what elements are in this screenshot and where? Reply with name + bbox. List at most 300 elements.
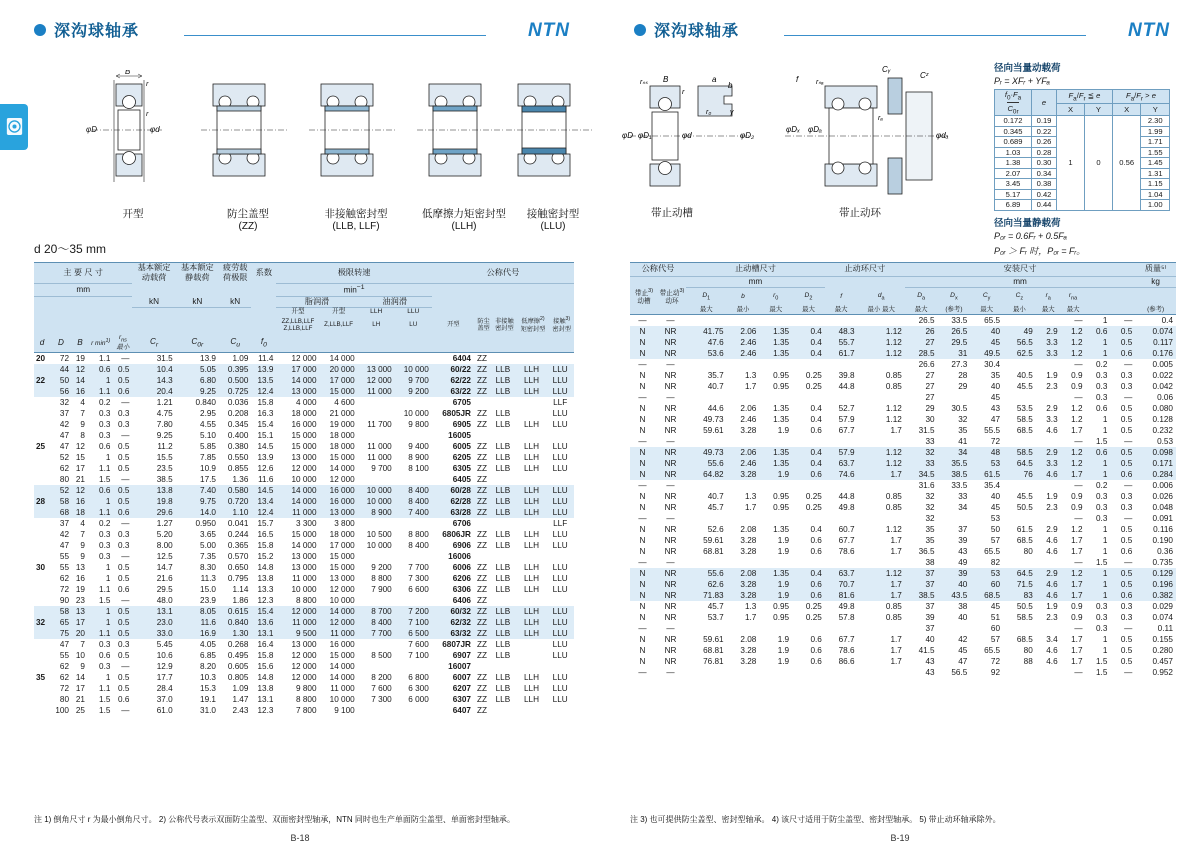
table-cell: — <box>1074 480 1083 490</box>
table-cell <box>858 315 905 327</box>
table-cell <box>727 513 760 524</box>
table-cell <box>358 353 395 365</box>
table-cell: 32 <box>925 447 935 457</box>
table-cell: 0.5 <box>118 485 130 495</box>
table-cell: LLU <box>552 452 568 462</box>
table-cell: 62/28 <box>450 496 471 506</box>
table-cell: NR <box>664 469 677 479</box>
table-cell <box>34 364 50 375</box>
table-cell <box>792 557 825 568</box>
table-cell: 1.7 <box>1071 645 1083 655</box>
table-cell: 11 000 <box>292 617 317 627</box>
table-cell: 0.5 <box>1120 568 1133 578</box>
table-cell: 37 <box>925 601 935 611</box>
bullet-icon <box>634 24 646 36</box>
table-cell: 34 <box>958 447 968 457</box>
table-cell: ZZ <box>477 474 488 484</box>
table-cell: 15.7 <box>257 518 274 528</box>
table-cell: 16.9 <box>200 628 216 638</box>
table-cell: NR <box>664 425 677 435</box>
table-cell: 9 400 <box>408 441 429 451</box>
table-cell: ZZ <box>477 386 488 396</box>
table-cell: 48 <box>990 447 1001 457</box>
table-cell: 0.11 <box>1157 623 1173 633</box>
table-cell: 10 000 <box>291 474 317 484</box>
table-cell: 0.85 <box>885 612 902 622</box>
table-cell: LLU <box>552 485 568 495</box>
table-cell: LLB <box>495 650 511 660</box>
table-cell <box>825 480 858 491</box>
table-cell: 52.7 <box>838 403 855 413</box>
table-cell <box>1036 480 1061 491</box>
table-cell <box>517 595 550 606</box>
table-cell: — <box>638 315 647 325</box>
size-range-heading <box>34 240 106 257</box>
table-cell: 1 <box>1102 645 1108 655</box>
table-cell: — <box>1124 557 1133 567</box>
table-cell: 0.95 <box>773 370 790 380</box>
table-cell: 0.6 <box>810 590 822 600</box>
size-range-text: d 20～35 mm <box>34 242 107 256</box>
table-cell: 0.036 <box>227 397 249 407</box>
table-cell: 41 <box>958 436 968 446</box>
table-cell: 23 <box>75 595 85 605</box>
table-cell: LLB <box>495 584 511 594</box>
table-cell: 0.3 <box>118 639 130 649</box>
table-cell: LLB <box>495 694 511 704</box>
table-cell: 61.5 <box>984 469 1001 479</box>
factor-y2: 1.15 <box>1141 179 1170 190</box>
table-cell <box>1036 623 1061 634</box>
table-cell: LLB <box>495 485 511 495</box>
table-cell <box>825 359 858 370</box>
table-cell: 7.35 <box>200 551 216 561</box>
table-cell: 47 <box>958 656 968 666</box>
table-cell: 15.5 <box>156 452 173 462</box>
table-cell: NR <box>664 546 677 556</box>
table-cell: 18 000 <box>291 408 317 418</box>
table-cell: N <box>639 645 646 655</box>
table-cell: 60 <box>990 579 1001 589</box>
table-cell: 0.4 <box>810 403 822 413</box>
table-header: 主 要 尺 寸 基本额定 动载荷 基本额定 静载荷 疲劳载 荷极限 系数 极限转速 公称代号 mm $\min^{-1}$ kN kN kN 脂润滑 油润滑 开型 开型 LLH LLU ZZ,LLB,LLF Z,LLB,LLF Z,LLB,LLF LH LU 开型 防尘 盖型 非接触 密封型 低摩擦$^{2)}$ 矩密封型 接触$^{3)}$ 密封型 d D B r $\min^{1)}$ $r_{ns}$ 最小 $C_r$ $C_{0r}$ $C_u$ $f_0$ <box>34 263 574 353</box>
figure-llu-type <box>504 70 600 232</box>
ntn-logo: NTN <box>1127 20 1170 41</box>
table-cell: 64.82 <box>703 469 724 479</box>
table-cell: 1.5 <box>99 694 111 704</box>
svg-text:φD₂: φD₂ <box>740 131 755 140</box>
table-cell: LLH <box>523 628 539 638</box>
table-cell: 43 <box>990 403 1001 413</box>
table-cell: 68.5 <box>1016 634 1033 644</box>
table-cell: — <box>638 557 647 567</box>
table-cell: 16 <box>75 573 85 583</box>
table-cell: 10 <box>75 650 85 660</box>
table-cell: 76 <box>1023 469 1033 479</box>
table-row <box>630 513 1176 524</box>
table-cell: 5.00 <box>200 540 216 550</box>
table-cell: NR <box>664 645 677 655</box>
table-cell: 0.5 <box>1120 326 1133 336</box>
table-cell <box>858 392 905 403</box>
table-cell <box>686 667 727 678</box>
table-cell <box>1003 667 1036 678</box>
table-cell: 0.022 <box>1152 370 1173 380</box>
left-footnotes: 注 1) 倒角尺寸 r 为最小倒角尺寸。 2) 公称代号表示双面防尘盖型、双面密封型轴承，NTN 同时也生产单面防尘盖型、单面密封型轴承。 <box>34 815 515 824</box>
table-cell: 0.5 <box>118 496 130 506</box>
table-cell: 0.6 <box>118 386 130 396</box>
table-cell: — <box>121 353 130 363</box>
table-cell: LLB <box>495 441 511 451</box>
table-cell: 9 800 <box>408 419 429 429</box>
table-cell: 53 <box>990 568 1001 578</box>
table-cell: 28.5 <box>918 348 935 358</box>
table-cell <box>858 557 905 568</box>
table-cell: 0.117 <box>1153 337 1173 347</box>
table-cell: LLH <box>523 463 539 473</box>
table-cell: 60/28 <box>450 485 471 495</box>
table-cell <box>475 551 492 562</box>
table-cell: 14.5 <box>257 441 274 451</box>
table-cell <box>727 623 760 634</box>
table-cell: 47 <box>59 430 69 440</box>
table-cell: 34.5 <box>918 469 935 479</box>
table-cell: 33 <box>958 491 968 501</box>
table-cell: 38 <box>958 601 968 611</box>
table-cell: 0.4 <box>810 568 822 578</box>
table-cell: LLU <box>552 584 568 594</box>
table-cell: N <box>639 579 646 589</box>
table-row <box>34 353 574 365</box>
table-cell: 56 <box>59 386 69 396</box>
table-cell: 14.5 <box>257 485 274 495</box>
table-cell: 3 800 <box>334 518 355 528</box>
table-cell: 6805JR <box>442 408 471 418</box>
table-cell <box>34 529 50 540</box>
table-row <box>34 540 574 551</box>
table-cell: 13 000 <box>291 551 317 561</box>
table-cell: 0.171 <box>1152 458 1173 468</box>
table-cell: 0.605 <box>227 661 249 671</box>
table-cell: 2.06 <box>740 447 757 457</box>
table-cell <box>517 430 550 441</box>
table-cell: NR <box>664 656 677 666</box>
table-cell: 6206 <box>452 573 471 583</box>
table-cell: 0.5 <box>1120 535 1133 545</box>
table-cell: 59.61 <box>703 535 724 545</box>
table-cell: 16.4 <box>257 639 274 649</box>
table-cell <box>1036 667 1061 678</box>
table-cell: 72 <box>59 584 69 594</box>
table-cell <box>549 474 574 485</box>
table-cell: — <box>1124 623 1133 633</box>
table-cell: 15 000 <box>291 441 317 451</box>
table-cell: 0.5 <box>1120 458 1133 468</box>
table-cell: 1 <box>1102 568 1108 578</box>
col-group-groove: 止动槽尺寸 <box>734 264 776 274</box>
table-cell: 1 <box>105 617 111 627</box>
table-cell: 16 000 <box>329 485 355 495</box>
table-cell: — <box>638 480 647 490</box>
table-cell: 8.05 <box>200 606 216 616</box>
figure-caption-2: 非接触密封型 <box>324 208 388 220</box>
table-cell <box>34 430 50 441</box>
table-cell: 16.3 <box>257 408 274 418</box>
table-cell: LLU <box>552 650 568 660</box>
svg-text:Cᶻ: Cᶻ <box>920 71 929 80</box>
table-cell: 45 <box>990 502 1001 512</box>
table-cell: 1.7 <box>890 590 902 600</box>
table-cell: LLB <box>495 683 511 693</box>
table-row <box>34 661 574 672</box>
table-row <box>630 425 1176 436</box>
table-row <box>34 606 574 617</box>
table-cell <box>395 474 432 485</box>
table-cell <box>34 474 50 485</box>
table-cell <box>825 513 858 524</box>
table-cell: 1.12 <box>885 524 902 534</box>
table-cell <box>492 430 517 441</box>
table-cell: 17 000 <box>329 540 355 550</box>
table-row <box>34 551 574 562</box>
table-cell <box>759 315 792 327</box>
table-cell: 6305 <box>452 463 471 473</box>
table-cell: 0.550 <box>227 452 249 462</box>
table-cell: 1.2 <box>1071 403 1083 413</box>
table-cell: 20 <box>35 353 46 363</box>
equivalent-load-box <box>994 60 1170 260</box>
table-row <box>630 667 1176 678</box>
table-cell: 1.7 <box>890 579 902 589</box>
table-cell: 17 000 <box>291 364 317 374</box>
table-cell: 0.400 <box>227 430 249 440</box>
table-cell: 23.5 <box>156 463 173 473</box>
factor-e: 0.26 <box>1032 137 1057 148</box>
table-cell: 2.46 <box>740 414 757 424</box>
table-cell: LLU <box>552 672 568 682</box>
table-cell: 1.1 <box>99 584 111 594</box>
table-cell: 9 <box>80 551 85 561</box>
table-cell: 49.5 <box>984 348 1001 358</box>
table-cell: ZZ <box>477 683 488 693</box>
table-cell: 50 <box>990 524 1001 534</box>
table-cell <box>1003 315 1036 327</box>
right-page-title: 深沟球轴承 <box>654 23 740 40</box>
table-cell: 9 700 <box>408 375 429 385</box>
table-cell: 0.5 <box>1120 524 1133 534</box>
table-cell: 0.25 <box>805 502 822 512</box>
table-cell: 86.6 <box>838 656 855 666</box>
table-cell: 0.840 <box>195 397 216 407</box>
table-cell: 9 <box>80 540 85 550</box>
table-cell: LLB <box>495 639 511 649</box>
table-cell <box>825 667 858 678</box>
table-cell: LLH <box>523 419 539 429</box>
table-cell: — <box>666 392 675 402</box>
table-cell: 14.3 <box>156 375 173 385</box>
table-row <box>34 364 574 375</box>
table-cell <box>395 595 432 606</box>
table-cell: 15 000 <box>329 562 355 572</box>
table-cell: 3.3 <box>1046 337 1058 347</box>
table-cell: 1.7 <box>1071 634 1083 644</box>
table-cell <box>549 595 574 606</box>
table-cell: LLB <box>495 408 511 418</box>
table-cell: 0.4 <box>810 414 822 424</box>
table-cell: 0.4 <box>810 326 822 336</box>
table-cell: 13 <box>75 606 85 616</box>
table-cell: 1.7 <box>744 381 757 391</box>
table-cell: 27.3 <box>951 359 968 369</box>
table-cell <box>938 513 971 524</box>
table-cell: 8.20 <box>200 661 216 671</box>
table-cell: 53 <box>990 513 1001 523</box>
figure-llb-type <box>307 70 403 232</box>
table-cell: 23.9 <box>200 595 216 605</box>
table-cell <box>1003 436 1036 447</box>
table-cell: 1.30 <box>232 628 249 638</box>
table-cell: 8 <box>80 430 85 440</box>
table-cell: 1.2 <box>1071 414 1083 424</box>
table-cell <box>34 584 50 595</box>
table-cell: 1.7 <box>1071 425 1083 435</box>
table-row <box>630 535 1176 546</box>
table-cell: ZZ <box>477 452 488 462</box>
table-cell <box>358 551 395 562</box>
table-cell: 88 <box>1023 656 1033 666</box>
table-cell: 55 <box>59 650 69 660</box>
table-cell: — <box>121 397 130 407</box>
svg-text:B: B <box>663 75 669 84</box>
table-cell <box>858 480 905 491</box>
table-cell: 0.4 <box>810 458 822 468</box>
table-cell: 1 <box>105 496 111 506</box>
table-cell: 2.46 <box>740 348 757 358</box>
table-cell: 26 <box>925 326 935 336</box>
table-row <box>34 430 574 441</box>
table-cell: 7 300 <box>371 694 392 704</box>
table-cell: 1.7 <box>890 425 902 435</box>
table-body <box>630 315 1176 679</box>
table-cell: 1.7 <box>890 656 902 666</box>
table-cell: 72 <box>59 683 69 693</box>
table-cell: 35 <box>35 672 46 682</box>
table-cell <box>825 557 858 568</box>
table-cell <box>34 551 50 562</box>
table-cell: 1.7 <box>890 645 902 655</box>
table-cell: 26.5 <box>918 315 935 325</box>
table-row <box>630 392 1176 403</box>
table-cell: 38.5 <box>156 474 173 484</box>
table-cell: 14 000 <box>291 375 317 385</box>
table-cell: 80 <box>1023 645 1033 655</box>
table-cell: 1.7 <box>1071 546 1083 556</box>
table-cell: — <box>1074 392 1083 402</box>
table-cell: 15.8 <box>257 540 274 550</box>
table-cell: 13 000 <box>291 386 317 396</box>
svg-text:φd: φd <box>150 125 160 134</box>
table-cell: 8 400 <box>371 617 392 627</box>
table-row <box>34 628 574 639</box>
table-cell: 58 <box>59 606 69 616</box>
table-cell: 37 <box>925 568 935 578</box>
table-cell: 63/22 <box>450 386 471 396</box>
table-cell: NR <box>664 326 677 336</box>
table-cell: 1.12 <box>885 337 902 347</box>
table-cell: ZZ <box>477 595 488 605</box>
table-cell: — <box>121 705 130 715</box>
table-cell: 55.6 <box>707 568 724 578</box>
table-cell: 0.5 <box>118 617 130 627</box>
table-cell: 8 800 <box>408 529 429 539</box>
table-cell: 1.36 <box>232 474 249 484</box>
table-cell: 10 000 <box>329 694 355 704</box>
table-cell <box>34 518 50 529</box>
table-cell: NR <box>664 370 677 380</box>
table-cell: 14 000 <box>329 661 355 671</box>
table-cell: 37 <box>958 524 968 534</box>
table-cell: 48.3 <box>838 326 855 336</box>
table-cell: 2.08 <box>740 568 757 578</box>
table-cell: 6007 <box>452 672 471 682</box>
table-cell: ZZ <box>477 353 488 363</box>
table-cell: 2.95 <box>200 408 216 418</box>
table-cell: 14 000 <box>329 463 355 473</box>
table-cell <box>34 397 50 408</box>
table-cell: 1.09 <box>232 353 249 363</box>
table-cell: LLU <box>552 628 568 638</box>
table-cell: N <box>639 546 646 556</box>
table-cell <box>686 315 727 327</box>
table-cell: 39.8 <box>838 370 855 380</box>
table-cell: 0.3 <box>99 419 111 429</box>
col-group-mounting: 安装尺寸 <box>1003 264 1037 274</box>
table-cell: 12 <box>75 485 85 495</box>
table-cell: 55.7 <box>838 337 855 347</box>
table-row <box>630 491 1176 502</box>
table-cell: 31.6 <box>918 480 935 490</box>
table-cell: 31.5 <box>156 353 173 363</box>
table-cell <box>358 474 395 485</box>
table-cell: 3 300 <box>296 518 317 528</box>
table-cell: 67.7 <box>838 634 855 644</box>
table-cell <box>1036 557 1061 568</box>
table-cell: 4.6 <box>1046 656 1058 666</box>
table-cell: 1.2 <box>1071 326 1083 336</box>
table-cell <box>727 557 760 568</box>
table-cell: N <box>639 348 646 358</box>
table-cell: 1.7 <box>890 546 902 556</box>
table-cell: LLH <box>523 562 539 572</box>
figure-caption-sub-1: (ZZ) <box>238 221 258 232</box>
factor-row <box>995 116 1170 127</box>
table-cell: 47 <box>990 414 1001 424</box>
table-cell: 38.5 <box>918 590 935 600</box>
table-cell <box>825 436 858 447</box>
table-cell: 1.2 <box>1071 337 1083 347</box>
table-cell: 58.5 <box>1016 447 1033 457</box>
table-cell: 0.128 <box>1152 414 1173 424</box>
factor-y2: 1.04 <box>1141 189 1170 200</box>
table-cell: 0.36 <box>1157 546 1173 556</box>
table-cell: 15 000 <box>329 650 355 660</box>
table-cell <box>727 480 760 491</box>
table-cell: 1.9 <box>777 535 790 545</box>
table-cell: — <box>1074 436 1083 446</box>
table-cell: 2.9 <box>1046 524 1058 534</box>
header-rule <box>184 35 486 36</box>
table-cell: 0.3 <box>1120 381 1133 391</box>
